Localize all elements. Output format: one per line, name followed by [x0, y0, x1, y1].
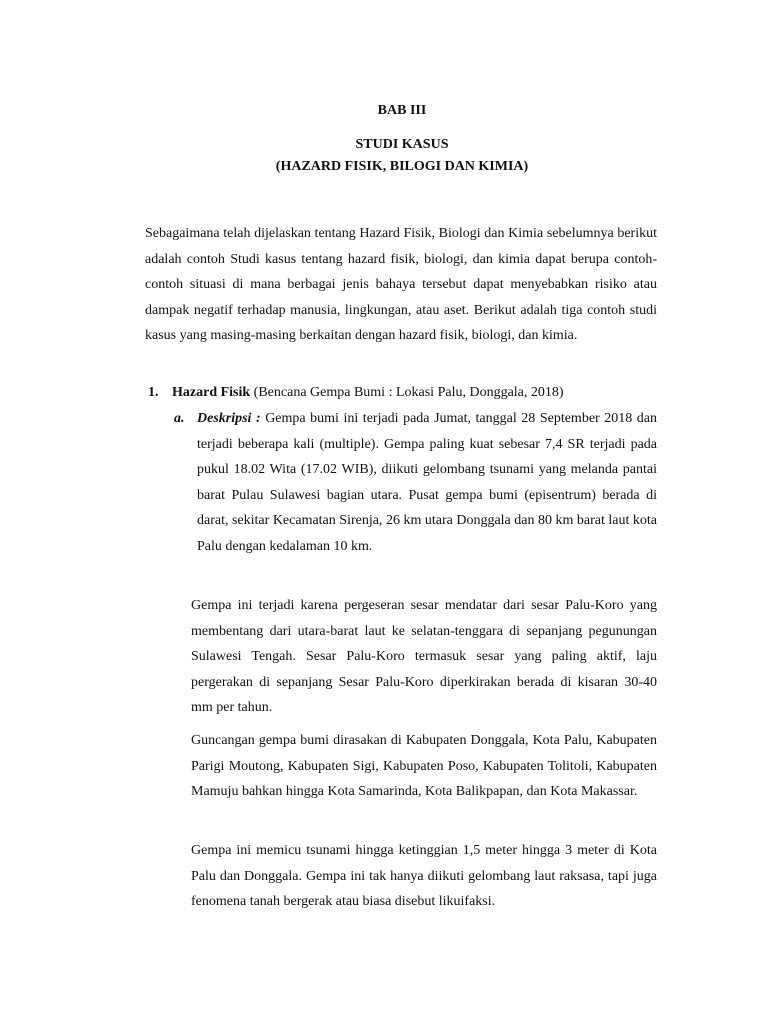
sub-item-marker: a. — [174, 411, 185, 426]
list-item-title: Hazard Fisik — [172, 385, 251, 400]
paragraph-fault-cause: Gempa ini terjadi karena pergeseran sesar mendatar dari sesar Palu-Koro yang membentang dari utara-barat laut ke selatan-tenggara di sepanjang pegunungan Sulawesi Tengah. Sesar Palu-Koro termasuk sesar yang paling aktif, laju pergerakan di sepanjang Sesar Palu-Koro diperkirakan berada di kisaran 30-40 mm per tahun. — [191, 598, 657, 716]
list-item-number: 1. — [148, 385, 159, 400]
paragraph-tsunami: Gempa ini memicu tsunami hingga ketinggian 1,5 meter hingga 3 meter di Kota Palu dan Donggala. Gempa ini tak hanya diikuti gelombang laut raksasa, tapi juga fenomena tanah bergerak atau biasa disebut likuifaksi. — [191, 843, 657, 910]
sub-item-description — [197, 406, 657, 560]
intro-paragraph: Sebagaimana telah dijelaskan tentang Hazard Fisik, Biologi dan Kimia sebelumnya berikut adalah contoh Studi kasus tentang hazard fisik, biologi, dan kimia dapat berupa contoh-contoh situasi di mana berbagai jenis bahaya tersebut dapat menyebabkan risiko atau dampak negatif terhadap manusia, lingkungan, atau aset. Berikut adalah tiga contoh studi kasus yang masing-masing berkaitan dengan hazard fisik, biologi, dan kimia. — [145, 226, 657, 343]
sub-item-text: Gempa bumi ini terjadi pada Jumat, tanggal 28 September 2018 dan terjadi beberapa kali (multiple). Gempa paling kuat sebesar 7,4 SR terjadi pada pukul 18.02 Wita (17.02 WIB), diikuti gelombang tsunami yang melanda pantai barat Pulau Sulawesi bagian utara. Pusat gempa bumi (episentrum) berada di darat, sekitar Kecamatan Sirenja, 26 km utara Donggala dan 80 km barat laut kota Palu dengan kedalaman 10 km. — [197, 411, 657, 554]
chapter-heading: BAB III — [377, 103, 427, 118]
sub-item-label: Deskripsi : — [197, 411, 261, 426]
chapter-title: STUDI KASUS — [355, 137, 449, 152]
list-item-detail: (Bencana Gempa Bumi : Lokasi Palu, Donggala, 2018) — [250, 385, 564, 400]
list-item-hazard-fisik — [148, 380, 668, 405]
paragraph-affected-areas: Guncangan gempa bumi dirasakan di Kabupaten Donggala, Kota Palu, Kabupaten Parigi Moutong, Kabupaten Sigi, Kabupaten Poso, Kabupaten Tolitoli, Kabupaten Mamuju bahkan hingga Kota Samarinda, Kota Balikpapan, dan Kota Makassar. — [191, 733, 657, 800]
chapter-subtitle: (HAZARD FISIK, BILOGI DAN KIMIA) — [275, 159, 529, 174]
